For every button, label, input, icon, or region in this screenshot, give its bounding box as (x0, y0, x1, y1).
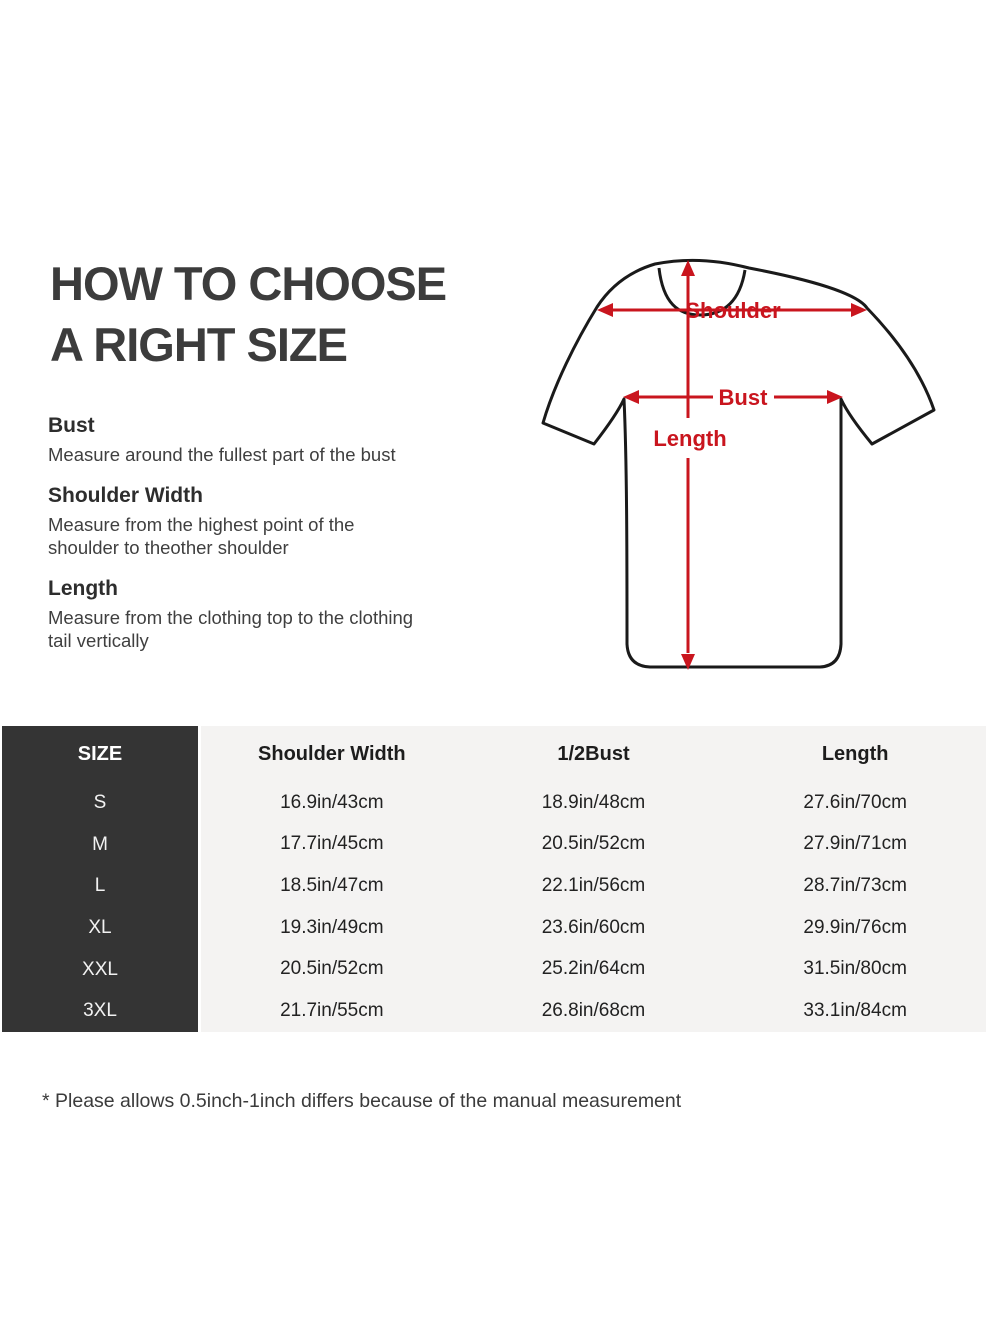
tshirt-diagram (530, 253, 960, 685)
table-cell: 22.1in/56cm (541, 875, 646, 897)
table-cell: 27.6in/70cm (803, 791, 907, 813)
table-cell: 20.5in/52cm (541, 833, 646, 855)
guide-heading-bust: Bust (48, 414, 95, 437)
length-arrow-label: Length (653, 426, 727, 451)
table-cell: 27.9in/71cm (803, 833, 907, 855)
table-cell: 31.5in/80cm (803, 958, 907, 980)
page-title-line1: HOW TO CHOOSE (50, 257, 447, 310)
size-column-header: SIZE (77, 742, 123, 765)
page-title-line2: A RIGHT SIZE (50, 318, 347, 371)
table-cell: 18.9in/48cm (541, 791, 646, 813)
guide-description-bust: Measure around the fullest part of the bust (48, 444, 396, 465)
guide-description-shoulder-width: Measure from the highest point of the shoulder to theother shoulder (48, 514, 355, 558)
size-table (2, 726, 986, 1032)
column-header-shoulder-width: Shoulder Width (258, 742, 406, 765)
table-cell: 19.3in/49cm (280, 916, 384, 938)
table-cell: 23.6in/60cm (541, 916, 646, 938)
table-cell: 18.5in/47cm (280, 875, 384, 897)
guide-description-length: Measure from the clothing top to the clothing tail vertically (48, 607, 414, 651)
size-column (2, 726, 198, 1032)
table-cell: 29.9in/76cm (803, 916, 907, 938)
measurement-guide (48, 414, 428, 670)
measurement-note: * Please allows 0.5inch-1inch differs because of the manual measurement (42, 1089, 682, 1112)
size-label: XXL (82, 958, 118, 980)
table-cell: 28.7in/73cm (803, 875, 907, 897)
table-cell: 20.5in/52cm (280, 958, 384, 980)
table-cell: 33.1in/84cm (803, 1000, 907, 1022)
shoulder-arrow-label: Shoulder (685, 298, 781, 323)
table-cell: 16.9in/43cm (280, 791, 384, 813)
table-cell: 21.7in/55cm (280, 1000, 384, 1022)
size-label: 3XL (83, 1000, 117, 1022)
table-cell: 26.8in/68cm (541, 1000, 646, 1022)
column-header-length: Length (821, 742, 889, 765)
table-cell: 25.2in/64cm (541, 958, 646, 980)
size-label: S (93, 791, 107, 813)
bust-arrow-label: Bust (718, 385, 768, 410)
table-cell: 17.7in/45cm (280, 833, 384, 855)
column-header-half-bust: 1/2Bust (557, 742, 630, 765)
size-table-data (201, 726, 986, 1032)
page-title (50, 253, 446, 375)
guide-heading-length: Length (48, 577, 118, 600)
size-label: L (94, 875, 106, 897)
size-label: XL (88, 916, 112, 938)
guide-heading-shoulder-width: Shoulder Width (48, 484, 203, 507)
size-label: M (92, 833, 108, 855)
